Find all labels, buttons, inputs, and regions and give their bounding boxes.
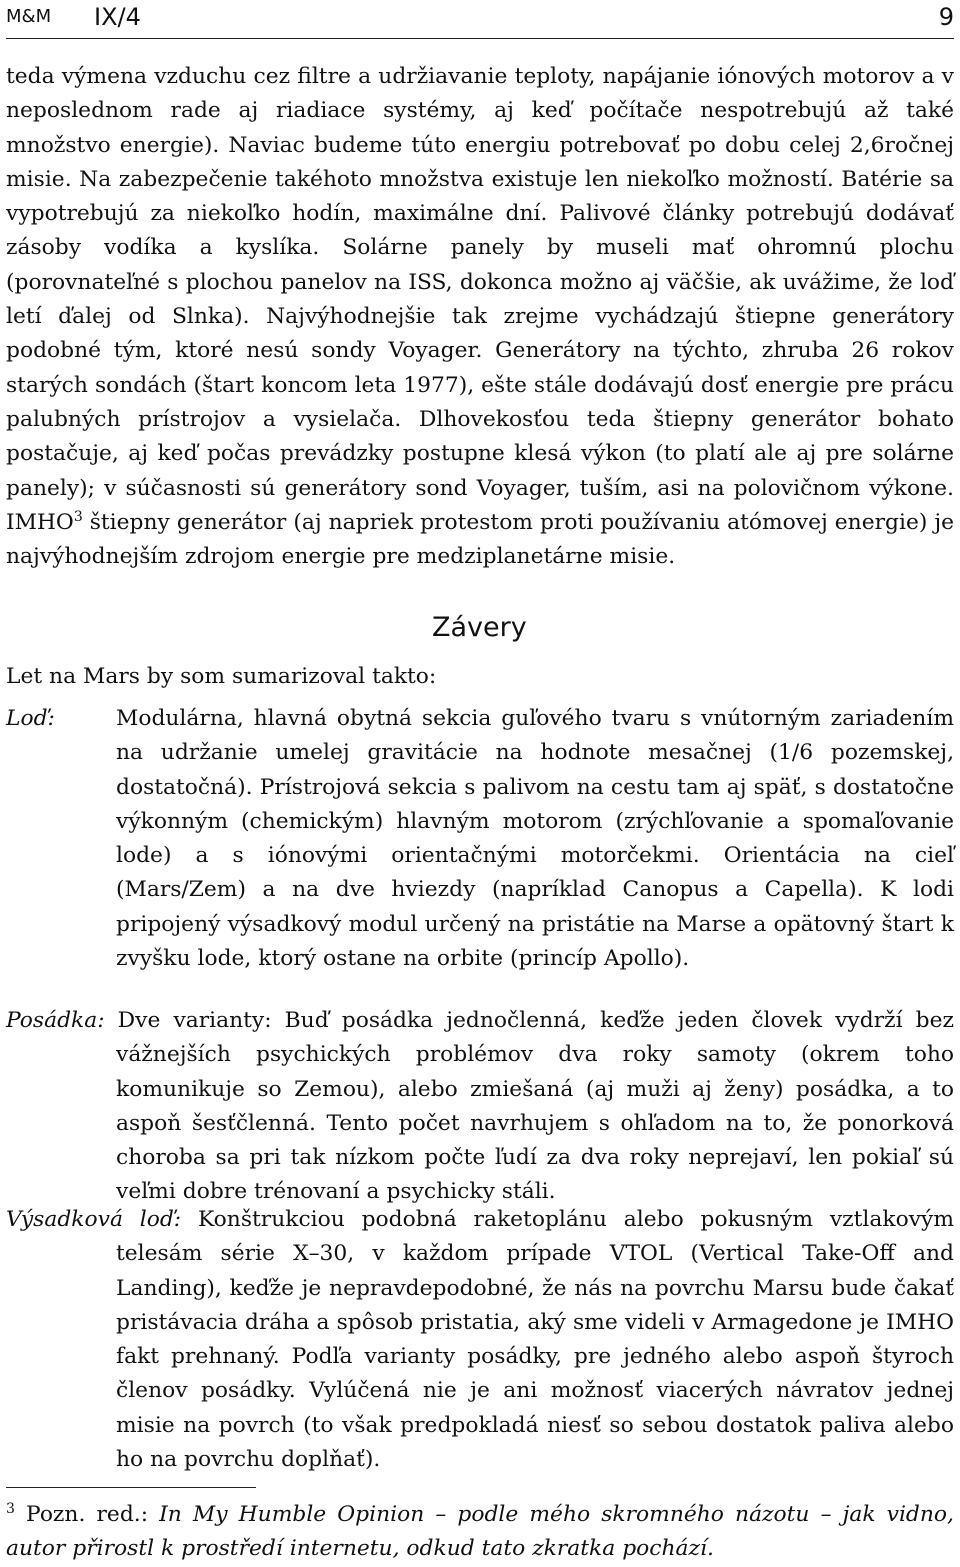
header-rule (6, 38, 954, 39)
footnote-text: In My Humble Opinion – podle mého skromného názotu – jak vidno, autor přirostl k prostředí internetu, odkud tato zkratka pochází. (6, 1502, 954, 1562)
paragraph-text-continued: štiepny generátor (aj napriek protestom proti používaniu atómovej energie) je najvýhodnejším zdrojom energie pre medziplanetárne misie. (6, 509, 954, 570)
section-intro: Let na Mars by som sumarizoval takto: (6, 664, 437, 689)
footnote-prefix: Pozn. red.: (26, 1502, 149, 1527)
footnote-reference[interactable]: 3 (73, 508, 83, 525)
page-number: 9 (938, 3, 954, 31)
definition-term: Loď: (6, 706, 55, 731)
section-heading: Závery (432, 612, 527, 643)
paragraph-text: teda výmena vzduchu cez filtre a udržiavanie teploty, napájanie iónových motorov a v neposlednom rade aj riadiace systémy, aj keď počítače nespotrebujú až také množstvo energie). Naviac budeme túto energiu potrebovať po dobu celej 2,6ročnej misie. Na zabezpečenie takéhoto množstva existuje len niekoľko možností. Batérie sa vypotrebujú za niekoľko hodín, maximálne dní. Palivové články potrebujú dodávať zásoby vodíka a kyslíka. Solárne panely by museli mať ohromnú plochu (porovnateľné s plochou panelov na ISS, dokonca možno aj väčšie, ak uvážime, že loď letí ďalej od Slnka). Najvýhodnejšie tak zrejme vychádzajú štiepne generátory podobné tým, ktoré nesú sondy Voyager. Generátory na týchto, zhruba 26 rokov starých sondách (štart koncom leta 1977), ešte stále dodávajú dosť energie pre prácu palubných prístrojov a vysielača. Dlhovekosťou teda štiepny generátor bohato postačuje, aj keď počas prevádzky postupne klesá výkon (to platí ale aj pre solárne panely); v súčasnosti sú generátory sond Voyager, tuším, asi na polovičnom výkone. IMHO (6, 64, 954, 535)
issue-number: IX/4 (94, 3, 141, 31)
magazine-logo: M&M (6, 6, 52, 27)
definition-term: Posádka: (6, 1008, 105, 1033)
running-header (6, 2, 954, 36)
footnote (6, 1498, 954, 1567)
body-paragraph (6, 60, 954, 574)
definition-text: Dve varianty: Buď posádka jednočlenná, keďže jeden človek vydrží bez vážnejších psychických problémov dva roky samoty (okrem toho komunikuje so Zemou), alebo zmiešaná (aj muži aj ženy) posádka, a to aspoň šesťčlenná. Tento počet navrhujem s ohľadom na to, že ponorková choroba sa pri tak nízkom počte ľudí za dva roky neprejaví, len pokiaľ sú veľmi dobre trénovaní a psychicky stáli. (116, 1008, 954, 1205)
definition-item-vysadkova-lod (6, 1203, 954, 1477)
definition-term: Výsadková loď: (6, 1207, 182, 1232)
definition-item-posadka (6, 1004, 954, 1210)
footnote-mark: 3 (6, 1501, 15, 1517)
definition-text: Modulárna, hlavná obytná sekcia guľového tvaru s vnútorným zariadením na udržanie umelej gravitácie na hodnote mesačnej (1/6 pozemskej, dostatočná). Prístrojová sekcia s palivom na cestu tam aj späť, s dostatočne výkonným (chemickým) hlavným motorom (zrýchľovanie a spomaľovanie lode) a s iónovými orientačnými motorčekmi. Orientácia na cieľ (Mars/Zem) a na dve hviezdy (napríklad Canopus a Capella). K lodi pripojený výsadkový modul určený na pristátie na Marse a opätovný štart k zvyšku lode, ktorý ostane na orbite (princíp Apollo). (116, 706, 954, 972)
definition-text: Konštrukciou podobná raketoplánu alebo pokusným vztlakovým telesám série X–30, v každom prípade VTOL (Vertical Take-Off and Landing), keďže je nepravdepodobné, že nás na povrchu Marsu bude čakať pristávacia dráha a spôsob pristatia, aký sme videli v Armagedone je IMHO fakt prehnaný. Podľa varianty posádky, pre jedného alebo aspoň štyroch členov posádky. Vylúčená nie je ani možnosť viacerých návratov jednej misie na povrch (to však predpokladá niesť so sebou dostatok paliva alebo ho na povrchu doplňať). (116, 1207, 954, 1473)
footnote-rule (6, 1487, 256, 1488)
definition-item-lod (6, 702, 954, 976)
